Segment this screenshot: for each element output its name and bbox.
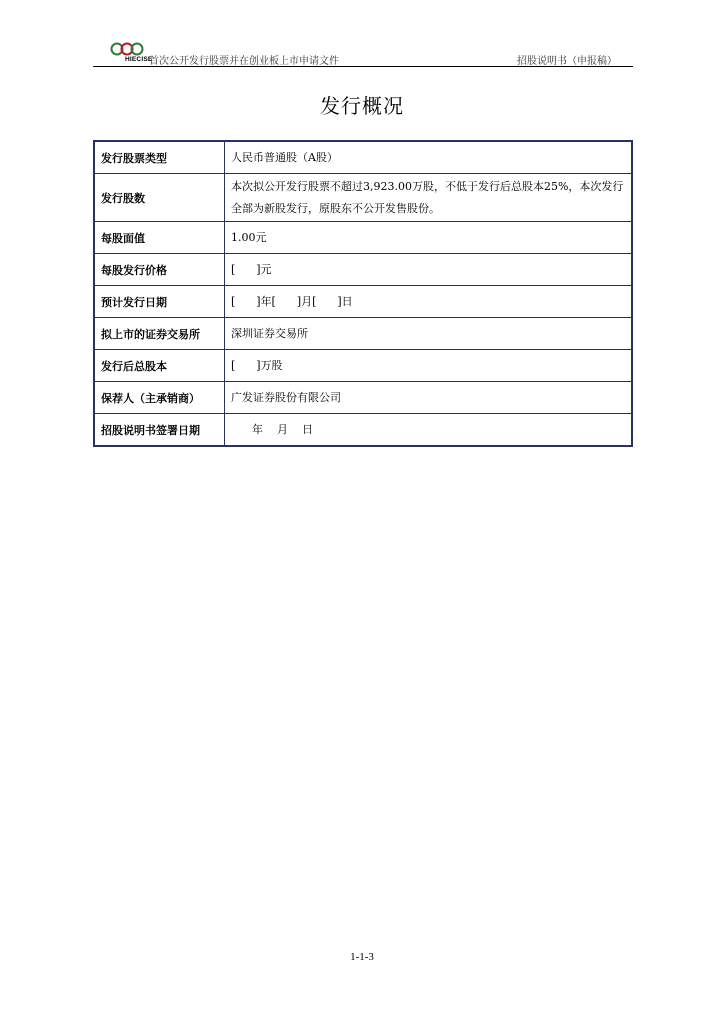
table-row — [94, 318, 632, 350]
table-row — [94, 254, 632, 286]
row-label: 招股说明书签署日期 — [94, 414, 225, 447]
row-value: 深圳证券交易所 — [225, 318, 633, 350]
row-value: 广发证券股份有限公司 — [225, 382, 633, 414]
row-label: 发行股数 — [94, 174, 225, 222]
row-value: 人民币普通股（A股） — [225, 141, 633, 174]
company-logo — [110, 41, 153, 67]
table-row — [94, 350, 632, 382]
row-value: 1.00元 — [225, 222, 633, 254]
row-value: 年 月 日 — [225, 414, 633, 447]
row-label: 发行股票类型 — [94, 141, 225, 174]
page-title: 发行概况 — [320, 94, 404, 118]
page-header — [93, 40, 633, 67]
row-label: 预计发行日期 — [94, 286, 225, 318]
row-label: 拟上市的证券交易所 — [94, 318, 225, 350]
row-value: 本次拟公开发行股票不超过3,923.00万股，不低于发行后总股本25%，本次发行全部为新股发行，原股东不公开发售股份。 — [225, 174, 633, 222]
table-row — [94, 174, 632, 222]
row-value: [ ]年[ ]月[ ]日 — [225, 286, 633, 318]
row-value: [ ]元 — [225, 254, 633, 286]
table-row — [94, 286, 632, 318]
row-label: 每股面值 — [94, 222, 225, 254]
header-document-type: 招股说明书（申报稿） — [517, 56, 617, 67]
row-label: 保荐人（主承销商） — [94, 382, 225, 414]
table-row — [94, 141, 632, 174]
table-row — [94, 382, 632, 414]
table-row — [94, 222, 632, 254]
logo-text: HIECISE — [125, 56, 153, 63]
page-number: 1-1-3 — [350, 951, 374, 963]
row-value: [ ]万股 — [225, 350, 633, 382]
row-label: 每股发行价格 — [94, 254, 225, 286]
table-row — [94, 414, 632, 447]
offering-overview-table — [93, 140, 633, 447]
row-label: 发行后总股本 — [94, 350, 225, 382]
header-document-title: 首次公开发行股票并在创业板上市申请文件 — [149, 56, 339, 67]
